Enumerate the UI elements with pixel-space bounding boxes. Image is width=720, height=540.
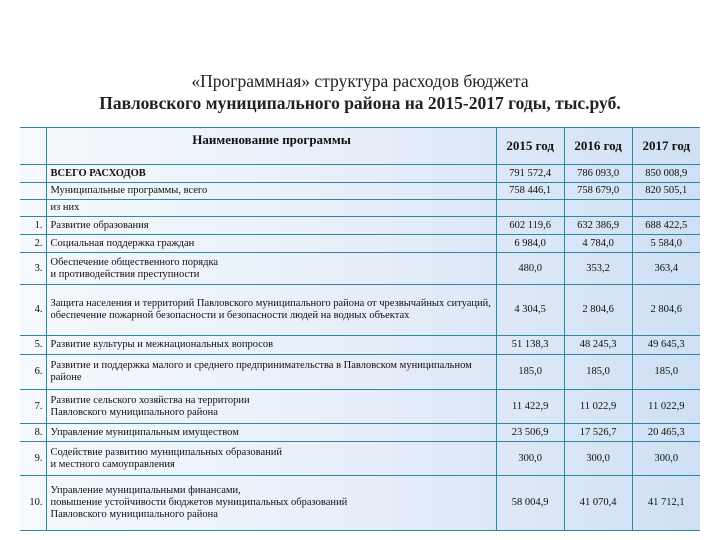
value-2015: 758 446,1 xyxy=(496,183,564,200)
value-2015: 4 304,5 xyxy=(496,285,564,336)
value-2017: 363,4 xyxy=(632,253,700,285)
header-num xyxy=(20,128,47,165)
value-2017: 49 645,3 xyxy=(632,336,700,355)
value-2017: 820 505,1 xyxy=(632,183,700,200)
header-2015: 2015 год xyxy=(496,128,564,165)
value-2017: 185,0 xyxy=(632,355,700,390)
table-row xyxy=(20,235,700,253)
program-name: ВСЕГО РАСХОДОВ xyxy=(47,165,496,183)
value-2017: 11 022,9 xyxy=(632,390,700,424)
value-2016: 2 804,6 xyxy=(564,285,632,336)
budget-table xyxy=(20,127,700,531)
value-2017: 688 422,5 xyxy=(632,217,700,235)
value-2016: 48 245,3 xyxy=(564,336,632,355)
value-2015: 480,0 xyxy=(496,253,564,285)
table-row xyxy=(20,200,700,217)
value-2015: 300,0 xyxy=(496,442,564,476)
program-name: Развитие и поддержка малого и среднего предпринимательства в Павловском муниципальном районе xyxy=(47,355,496,390)
value-2015: 23 506,9 xyxy=(496,424,564,442)
table-row xyxy=(20,476,700,531)
value-2015: 58 004,9 xyxy=(496,476,564,531)
value-2015: 602 119,6 xyxy=(496,217,564,235)
title-line-2: Павловского муниципального района на 2015-2017 годы, тыс.руб. xyxy=(99,93,621,113)
table-row xyxy=(20,424,700,442)
row-number: 4. xyxy=(20,285,47,336)
row-number: 8. xyxy=(20,424,47,442)
program-name: Муниципальные программы, всего xyxy=(47,183,496,200)
row-number xyxy=(20,183,47,200)
value-2015 xyxy=(496,200,564,217)
value-2016 xyxy=(564,200,632,217)
table-row xyxy=(20,390,700,424)
value-2015: 11 422,9 xyxy=(496,390,564,424)
value-2015: 6 984,0 xyxy=(496,235,564,253)
value-2015: 51 138,3 xyxy=(496,336,564,355)
title-line-1: «Программная» структура расходов бюджета xyxy=(191,71,529,91)
table-row xyxy=(20,165,700,183)
program-name: Содействие развитию муниципальных образований и местного самоуправления xyxy=(47,442,496,476)
value-2017: 850 008,9 xyxy=(632,165,700,183)
program-name: Развитие образования xyxy=(47,217,496,235)
table-row xyxy=(20,285,700,336)
program-name: из них xyxy=(47,200,496,217)
value-2016: 17 526,7 xyxy=(564,424,632,442)
value-2016: 758 679,0 xyxy=(564,183,632,200)
value-2015: 185,0 xyxy=(496,355,564,390)
value-2016: 41 070,4 xyxy=(564,476,632,531)
value-2016: 11 022,9 xyxy=(564,390,632,424)
value-2016: 300,0 xyxy=(564,442,632,476)
header-2016: 2016 год xyxy=(564,128,632,165)
header-2017: 2017 год xyxy=(632,128,700,165)
row-number: 10. xyxy=(20,476,47,531)
value-2015: 791 572,4 xyxy=(496,165,564,183)
row-number: 3. xyxy=(20,253,47,285)
row-number: 2. xyxy=(20,235,47,253)
value-2017: 5 584,0 xyxy=(632,235,700,253)
program-name: Социальная поддержка граждан xyxy=(47,235,496,253)
value-2016: 353,2 xyxy=(564,253,632,285)
table-row xyxy=(20,442,700,476)
row-number xyxy=(20,200,47,217)
table-row xyxy=(20,183,700,200)
header-row xyxy=(20,128,700,165)
row-number: 1. xyxy=(20,217,47,235)
table-row xyxy=(20,217,700,235)
value-2017: 300,0 xyxy=(632,442,700,476)
row-number: 5. xyxy=(20,336,47,355)
table-row xyxy=(20,355,700,390)
table-row xyxy=(20,253,700,285)
program-name: Развитие сельского хозяйства на территории Павловского муниципального района xyxy=(47,390,496,424)
program-name: Развитие культуры и межнациональных вопросов xyxy=(47,336,496,355)
value-2017: 2 804,6 xyxy=(632,285,700,336)
program-name: Обеспечение общественного порядка и противодействия преступности xyxy=(47,253,496,285)
row-number xyxy=(20,165,47,183)
table-row xyxy=(20,336,700,355)
value-2016: 4 784,0 xyxy=(564,235,632,253)
value-2016: 786 093,0 xyxy=(564,165,632,183)
value-2016: 185,0 xyxy=(564,355,632,390)
value-2017: 41 712,1 xyxy=(632,476,700,531)
program-name: Управление муниципальным имуществом xyxy=(47,424,496,442)
value-2016: 632 386,9 xyxy=(564,217,632,235)
program-name: Управление муниципальными финансами, повышение устойчивости бюджетов муниципальных образований Павловского муниципального района xyxy=(47,476,496,531)
row-number: 9. xyxy=(20,442,47,476)
header-name: Наименование программы xyxy=(47,128,496,165)
row-number: 6. xyxy=(20,355,47,390)
value-2017 xyxy=(632,200,700,217)
slide-title xyxy=(0,70,720,114)
value-2017: 20 465,3 xyxy=(632,424,700,442)
row-number: 7. xyxy=(20,390,47,424)
program-name: Защита населения и территорий Павловского муниципального района от чрезвычайных ситуаций, обеспечение пожарной безопасности и безопасности людей на водных объектах xyxy=(47,285,496,336)
